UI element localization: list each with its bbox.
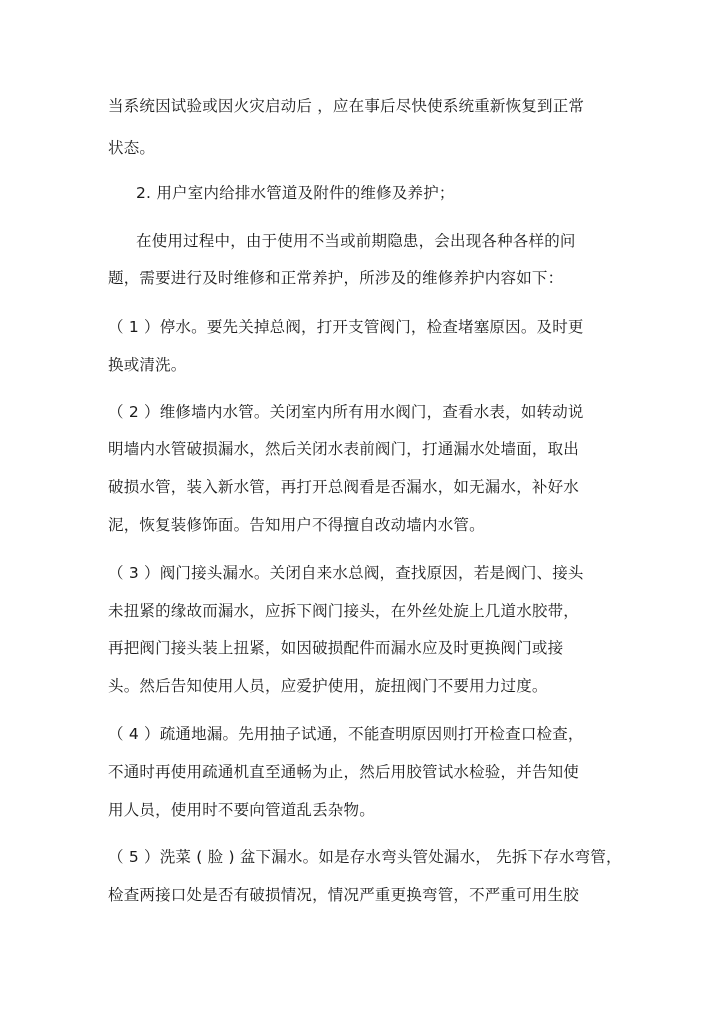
list-item-line: 破损水管，装入新水管，再打开总阀看是否漏水，如无漏水，补好水 [108,478,580,496]
list-item-line: （ 4 ）疏通地漏。先用抽子试通，不能查明原因则打开检查口检查， [108,725,584,743]
list-item-line: 头。然后告知使用人员，应爱护使用，旋扭阀门不要用力过度。 [108,677,548,695]
list-item-line: 明墙内水管破损漏水，然后关闭水表前阀门，打通漏水处墙面，取出 [108,440,580,458]
section-heading: 2. 用户室内给排水管道及附件的维修及养护； [136,184,455,202]
list-item-line: 再把阀门接头装上扭紧，如因破损配件而漏水应及时更换阀门或接 [108,639,564,657]
paragraph-line: 题，需要进行及时维修和正常养护，所涉及的维修养护内容如下： [108,269,564,287]
list-item-line: 用人员，使用时不要向管道乱丢杂物。 [108,801,375,819]
paragraph-line: 在使用过程中，由于使用不当或前期隐患，会出现各种各样的问 [136,232,576,250]
paragraph-line: 当系统因试验或因火灾启动后 ，应在事后尽快使系统重新恢复到正常 [108,97,585,115]
list-item-line: 换或清洗。 [108,356,187,374]
list-item-line: 检查两接口处是否有破损情况，情况严重更换弯管，不严重可用生胶 [108,886,580,904]
list-item-line: （ 3 ）阀门接头漏水。关闭自来水总阀，查找原因，若是阀门、接头 [108,564,584,582]
list-item-line: 未扭紧的缘故而漏水，应拆下阀门接头，在外丝处旋上几道水胶带， [108,602,580,620]
list-item-line: 不通时再使用疏通机直至通畅为止，然后用胶管试水检验，并告知使 [108,763,580,781]
list-item-line: 泥，恢复装修饰面。告知用户不得擅自改动墙内水管。 [108,516,485,534]
paragraph-line: 状态。 [108,139,156,157]
list-item-line: （ 2 ）维修墙内水管。关闭室内所有用水阀门，查看水表，如转动说 [108,403,584,421]
list-item-line: （ 1 ）停水。要先关掉总阀，打开支管阀门，检查堵塞原因。及时更 [108,318,584,336]
list-item-line: （ 5 ）洗菜 ( 脸 ) 盆下漏水。如是存水弯头管处漏水， 先拆下存水弯管， [108,848,622,866]
